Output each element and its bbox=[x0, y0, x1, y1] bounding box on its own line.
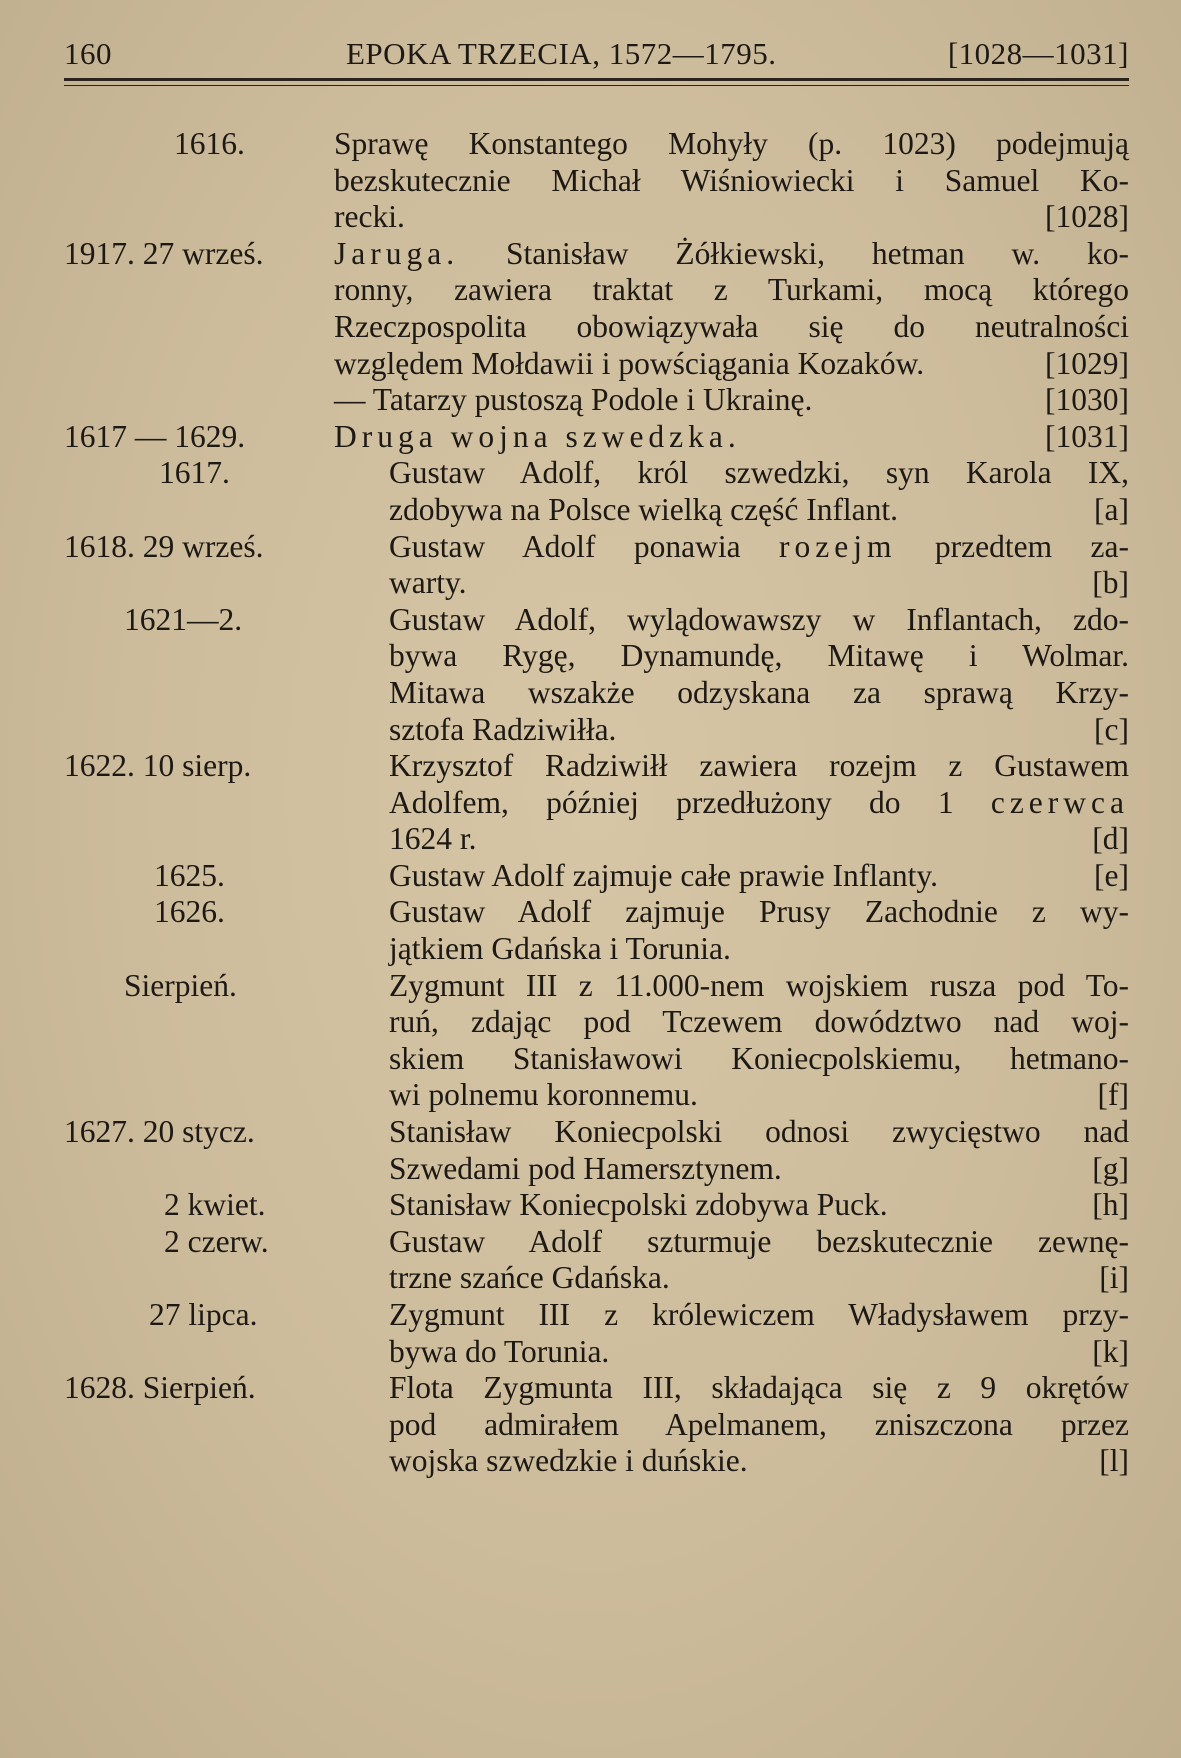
text-line bbox=[334, 199, 1129, 236]
line-text: recki. bbox=[334, 199, 405, 235]
text-line bbox=[389, 455, 1129, 492]
line-text: 1624 r. bbox=[389, 821, 477, 857]
reference-number: [1029] bbox=[1045, 345, 1129, 381]
reference-number: [1030] bbox=[1045, 382, 1129, 418]
entry-text bbox=[389, 894, 1129, 967]
text-line bbox=[389, 492, 1129, 529]
reference-number: [b] bbox=[1092, 565, 1129, 601]
text-line bbox=[389, 712, 1129, 749]
line-text: Gustaw Adolf zajmuje całe prawie Inflanty. bbox=[389, 857, 939, 893]
line-text: Flota Zygmunta III, składająca się z 9 okrętów bbox=[389, 1370, 1129, 1406]
entry-date: 1626. bbox=[154, 894, 225, 930]
line-text: Druga wojna szwedzka. bbox=[334, 418, 741, 454]
line-text: Zygmunt III z królewiczem Władysławem przy- bbox=[389, 1297, 1129, 1332]
chronology-entry bbox=[64, 1224, 1154, 1297]
chronology-entry bbox=[64, 1370, 1154, 1480]
entry-date: 1621—2. bbox=[124, 601, 243, 637]
text-line bbox=[389, 638, 1129, 675]
entry-date: 2 kwiet. bbox=[164, 1187, 266, 1223]
line-text: Gustaw Adolf, wylądowawszy w Inflantach, zdo- bbox=[389, 601, 1129, 637]
running-title: EPOKA TRZECIA, 1572—1795. bbox=[346, 36, 777, 71]
text-line bbox=[389, 1334, 1129, 1371]
reference-number: [g] bbox=[1092, 1150, 1129, 1186]
chronology-entry bbox=[64, 1114, 1154, 1187]
line-text: jątkiem Gdańska i Torunia. bbox=[389, 931, 731, 967]
entry-text bbox=[389, 1224, 1129, 1297]
line-text: Stanisław Koniecpolski zdobywa Puck. bbox=[389, 1187, 888, 1223]
line-text: zdobywa na Polsce wielką część Inflant. bbox=[389, 491, 899, 527]
text-line bbox=[389, 785, 1129, 822]
line-text: bezskutecznie Michał Wiśniowiecki i Samuel Ko- bbox=[334, 162, 1129, 198]
entry-text bbox=[389, 602, 1129, 748]
chronology-entry bbox=[64, 1297, 1154, 1370]
text-line bbox=[389, 675, 1129, 712]
text-line bbox=[389, 894, 1129, 931]
text-line bbox=[389, 968, 1129, 1005]
running-header bbox=[64, 30, 1129, 80]
chronology-entry bbox=[64, 748, 1154, 858]
line-text: skiem Stanisławowi Koniecpolskiemu, hetmano- bbox=[389, 1040, 1129, 1076]
line-text: Szwedami pod Hamersztynem. bbox=[389, 1150, 782, 1186]
entry-text bbox=[389, 455, 1129, 528]
line-text: Gustaw Adolf szturmuje bezskutecznie zewnę- bbox=[389, 1223, 1129, 1259]
text-line bbox=[334, 419, 1129, 456]
chronology-entry bbox=[64, 419, 1154, 456]
text-line bbox=[389, 1297, 1129, 1334]
reference-number: [l] bbox=[1099, 1443, 1129, 1479]
entry-date: 1628. Sierpień. bbox=[64, 1370, 256, 1406]
line-text: Sprawę Konstantego Mohyły (p. 1023) podejmują bbox=[334, 126, 1129, 161]
line-text: trzne szańce Gdańska. bbox=[389, 1260, 670, 1296]
entry-text bbox=[334, 126, 1129, 236]
text-line bbox=[389, 1407, 1129, 1444]
text-line bbox=[389, 1187, 1129, 1224]
line-text: bywa Rygę, Dynamundę, Mitawę i Wolmar. bbox=[389, 638, 1129, 674]
text-line bbox=[389, 1443, 1129, 1480]
entry-date: 1625. bbox=[154, 857, 225, 893]
text-line bbox=[389, 1004, 1129, 1041]
entry-date: 27 lipca. bbox=[149, 1297, 258, 1332]
entry-date: 2 czerw. bbox=[164, 1223, 269, 1259]
text-line bbox=[389, 1224, 1129, 1261]
text-line bbox=[334, 346, 1129, 383]
reference-number: [k] bbox=[1092, 1333, 1129, 1369]
line-text: Mitawa wszakże odzyskana za sprawą Krzy- bbox=[389, 674, 1129, 710]
chronology-entry bbox=[64, 126, 1154, 236]
line-text: Gustaw Adolf zajmuje Prusy Zachodnie z wy- bbox=[389, 894, 1129, 930]
text-line bbox=[389, 565, 1129, 602]
entry-date: 1917. 27 wrześ. bbox=[64, 235, 264, 271]
text-line bbox=[389, 748, 1129, 785]
reference-number: [h] bbox=[1092, 1187, 1129, 1223]
line-text: wojska szwedzkie i duńskie. bbox=[389, 1443, 748, 1479]
entry-date: 1616. bbox=[174, 126, 245, 161]
entry-text bbox=[334, 236, 1129, 419]
line-text: Rzeczpospolita obowiązywała się do neutralności bbox=[334, 308, 1129, 344]
reference-number: [d] bbox=[1092, 821, 1129, 857]
text-line bbox=[334, 272, 1129, 309]
text-line bbox=[389, 1114, 1129, 1151]
line-text: Gustaw Adolf, król szwedzki, syn Karola IX, bbox=[389, 455, 1129, 491]
line-text: pod admirałem Apelmanem, zniszczona przez bbox=[389, 1406, 1129, 1442]
entry-text bbox=[389, 529, 1129, 602]
text-line bbox=[389, 1151, 1129, 1188]
chronology-entry bbox=[64, 858, 1154, 895]
header-rule-thin bbox=[64, 85, 1129, 86]
entry-text bbox=[389, 748, 1129, 858]
reference-number: [1028] bbox=[1045, 199, 1129, 235]
chronology-entry bbox=[64, 602, 1154, 748]
chronology-entry bbox=[64, 968, 1154, 1114]
line-text: względem Mołdawii i powściągania Kozaków. bbox=[334, 345, 925, 381]
chronology-list bbox=[64, 126, 1154, 1480]
reference-number: [a] bbox=[1094, 491, 1129, 527]
line-text: ruń, zdając pod Tczewem dowództwo nad woj- bbox=[389, 1004, 1129, 1040]
text-line bbox=[389, 1041, 1129, 1078]
line-text: Zygmunt III z 11.000-nem wojskiem rusza pod To- bbox=[389, 967, 1129, 1003]
reference-number: [c] bbox=[1094, 711, 1129, 747]
header-rule bbox=[64, 78, 1129, 81]
entry-date: 1617. bbox=[159, 455, 230, 491]
line-text: bywa do Torunia. bbox=[389, 1333, 610, 1369]
entry-date: 1627. 20 stycz. bbox=[64, 1114, 255, 1150]
text-line bbox=[389, 931, 1129, 968]
text-line bbox=[389, 821, 1129, 858]
entry-date: 1618. 29 wrześ. bbox=[64, 528, 264, 564]
text-line bbox=[334, 126, 1129, 163]
line-text: Stanisław Koniecpolski odnosi zwycięstwo nad bbox=[389, 1114, 1129, 1150]
text-line bbox=[334, 382, 1129, 419]
text-line bbox=[334, 236, 1129, 273]
text-line bbox=[389, 1077, 1129, 1114]
page-number: 160 bbox=[64, 36, 112, 71]
chronology-entry bbox=[64, 894, 1154, 967]
entry-text bbox=[389, 968, 1129, 1114]
reference-number: [e] bbox=[1094, 857, 1129, 893]
text-line bbox=[389, 1260, 1129, 1297]
reference-number: [f] bbox=[1097, 1077, 1129, 1113]
section-range: [1028—1031] bbox=[947, 36, 1129, 71]
line-text: Gustaw Adolf ponawia rozejm przedtem za- bbox=[389, 528, 1129, 564]
line-text: Adolfem, później przedłużony do 1 czerwca bbox=[389, 784, 1129, 820]
chronology-entry bbox=[64, 529, 1154, 602]
reference-number: [i] bbox=[1099, 1260, 1129, 1296]
text-line bbox=[389, 529, 1129, 566]
text-line bbox=[389, 1370, 1129, 1407]
entry-date: 1617 — 1629. bbox=[64, 418, 246, 454]
chronology-entry bbox=[64, 1187, 1154, 1224]
entry-text bbox=[389, 858, 1129, 895]
entry-date: 1622. 10 sierp. bbox=[64, 748, 252, 784]
text-line bbox=[389, 602, 1129, 639]
line-text: — Tatarzy pustoszą Podole i Ukrainę. bbox=[334, 382, 813, 418]
entry-text bbox=[389, 1114, 1129, 1187]
chronology-entry bbox=[64, 455, 1154, 528]
entry-date: Sierpień. bbox=[124, 967, 237, 1003]
reference-number: [1031] bbox=[1045, 418, 1129, 454]
chronology-entry bbox=[64, 236, 1154, 419]
line-text: wi polnemu koronnemu. bbox=[389, 1077, 698, 1113]
entry-text bbox=[389, 1297, 1129, 1370]
text-line bbox=[389, 858, 1129, 895]
text-line bbox=[334, 309, 1129, 346]
line-text: ronny, zawiera traktat z Turkami, mocą którego bbox=[334, 272, 1129, 308]
entry-text bbox=[389, 1370, 1129, 1480]
line-text: Jaruga. Stanisław Żółkiewski, hetman w. ko- bbox=[334, 235, 1129, 271]
entry-text bbox=[389, 1187, 1129, 1224]
entry-text bbox=[334, 419, 1129, 456]
text-line bbox=[334, 163, 1129, 200]
line-text: Krzysztof Radziwiłł zawiera rozejm z Gustawem bbox=[389, 748, 1129, 784]
line-text: sztofa Radziwiłła. bbox=[389, 711, 617, 747]
line-text: warty. bbox=[389, 565, 467, 601]
